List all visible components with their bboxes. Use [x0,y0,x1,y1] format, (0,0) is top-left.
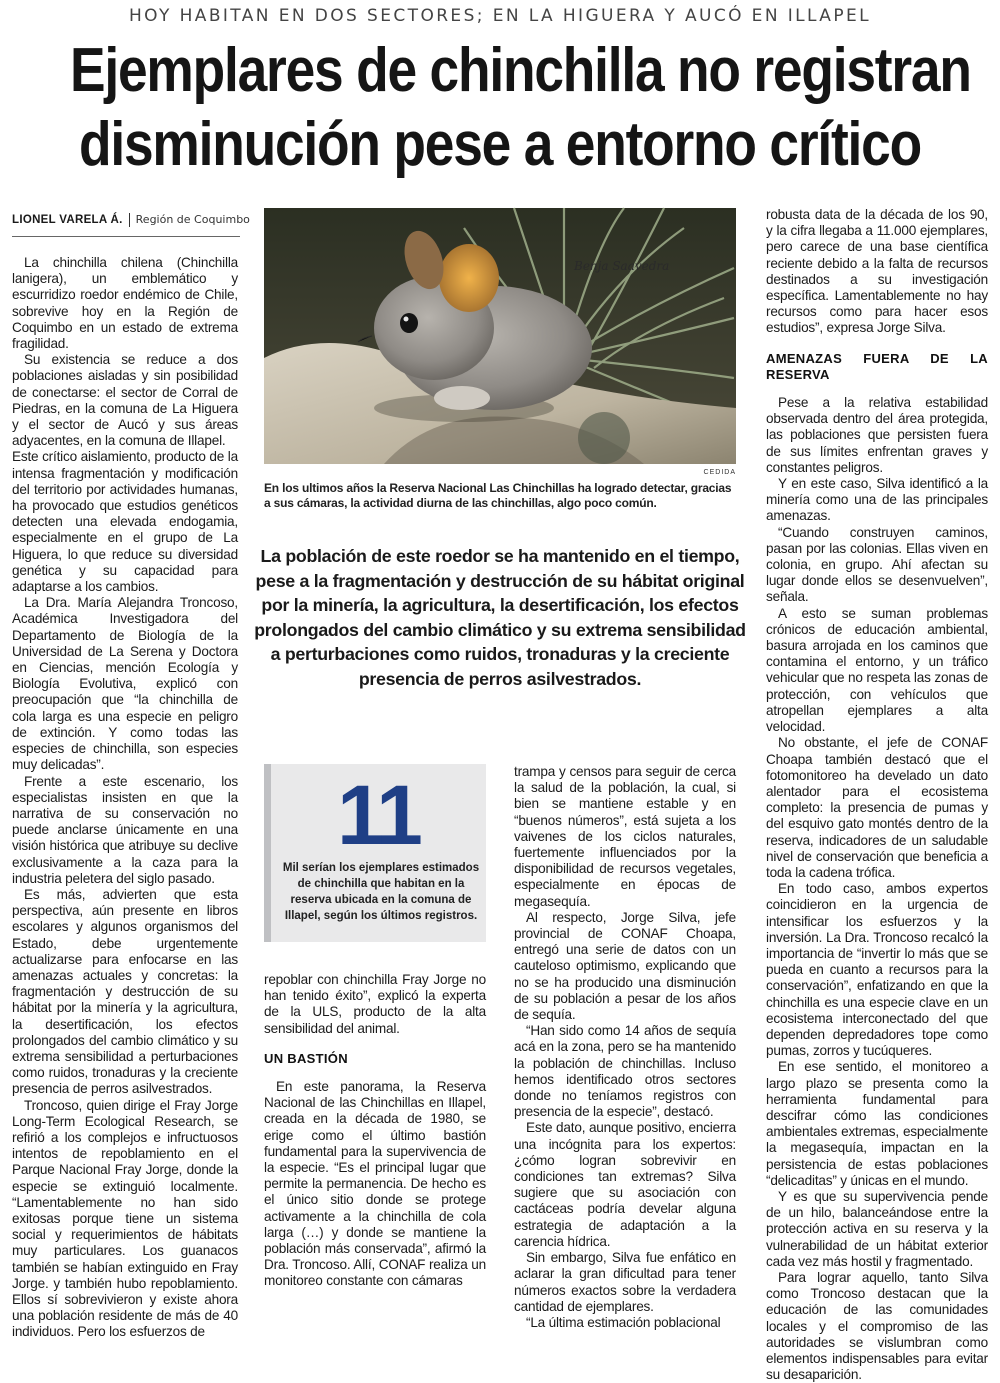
paragraph: Su existencia se reduce a dos poblaciones aisladas y sin posibilidad de conectarse: el sector de Corral de Piedras, en la comuna de La Higuera y el sector de Aucó y sus áreas adyacentes, en la comuna de Illapel. [12,352,238,449]
paragraph: En este panorama, la Reserva Nacional de las Chinchillas en Illapel, creada en la década de 1980, se erige como el último bastión fundamental para la supervivencia de la especie. “Es el principal lugar que permite la permanencia. De hecho es el único sitio donde se protege activamente a la chinchilla de cola larga (…) y donde se mantiene la población más conservada”, afirmó la Dra. Troncoso. Allí, CONAF realiza un monitoreo constante con cámaras [264,1079,486,1289]
paragraph: Al respecto, Jorge Silva, jefe provincial de CONAF Choapa, entregó una serie de datos con un cauteloso optimismo, explicando que no se ha producido una disminución de su población a pesar de los años de sequía. [514,909,736,1023]
headline-line-2: disminución pese a entorno crítico [79,110,921,179]
paragraph: Y es que su supervivencia pende de un hilo, balanceándose entre la protección activa en su reserva y la vulnerabilidad de un hábitat exterior cada vez más hostil y fragmentado. [766,1188,988,1269]
chinchilla-photo [264,208,736,464]
paragraph: Este dato, aunque positivo, encierra una incógnita para los expertos: ¿cómo logran sobrevivir en condiciones tan extremas? Silva sugiere que su asociación con cactáceas podría develar alguna estrategia de adaptación a la carencia hídrica. [514,1120,736,1249]
paragraph: trampa y censos para seguir de cerca la salud de la población, la cual, si bien se mantiene estable y en “buenos números”, está sujeta a los vaivenes de los ciclos naturales, fuertemente influenciados por la disponibilidad de recursos vegetales, especialmente en épocas de megasequía. [514,764,736,909]
paragraph: La Dra. María Alejandra Troncoso, Académica Investigadora del Departamento de Biología de la Universidad de La Serena y Doctora en Ciencias, mención Ecología y Biología Evolutiva, explicó con preocupación que “la chinchilla de cola larga es una especie en peligro de extinción. Y como todas las especies de chinchilla, son especies muy delicadas”. [12,595,238,773]
column-2 [264,972,486,1289]
paragraph: En todo caso, ambos expertos coincidieron en la urgencia de intensificar los esfuerzos y la inversión. La Dra. Troncoso recalcó la importancia de “invertir lo más que se pueda en cuanto a recursos para la conservación”, enfatizando en que la chinchilla es una especie clave en un ecosistema interconectado del que dependen depredadores tope como pumas, zorros y tucúqueres. [766,881,988,1059]
pull-quote: La población de este roedor se ha mantenido en el tiempo, pese a la fragmentación y destrucción de su hábitat original por la minería, la agricultura, la desertificación, los efectos prolongados del cambio climático y su extrema sensibilidad a perturbaciones como ruidos, tronaduras y la creciente presencia de perros asilvestrados. [254,546,746,689]
paragraph: En ese sentido, el monitoreo a largo plazo se presenta como la herramienta fundamental para descifrar cómo las condiciones ambientales extremas, especialmente la megasequía, impactan en la persistencia de estas poblaciones “delicaditas” y únicas en el mundo. [766,1059,988,1188]
paragraph: Es más, advierten que esta perspectiva, aún presente en libros escolares y algunos organismos del Estado, debe urgentemente actualizarse para enfocarse en las amenazas actuales y concretas: la fragmentación y destrucción de su hábitat por la minería y la agricultura, la desertificación, los efectos prolongados del cambio climático y su extrema sensibilidad a perturbaciones como ruidos, tronaduras y la creciente presencia de perros asilvestrados. [12,886,238,1097]
paragraph: Y en este caso, Silva identificó a la minería como una de las principales amenazas. [766,476,988,524]
photo-credit: CEDIDA [703,469,736,476]
paragraph: “Han sido como 14 años de sequía acá en la zona, pero se ha mantenido la población de chinchillas. Incluso hemos identificado otros sectores donde no teníamos registros con presencia de la especie”, destacó. [514,1023,736,1120]
section-heading: UN BASTIÓN [264,1050,348,1066]
paragraph: “Cuando construyen caminos, pasan por las colonias. Ellas viven en colonia, en grupo. Ahí afectan su lugar donde ellos se desenvuelven”, señala. [766,524,988,605]
paragraph: Frente a este escenario, los especialistas insisten en que la narrativa de su conservación no puede anclarse únicamente en una visión histórica que atribuye su declive exclusivamente a la caza para la industria peletera del siglo pasado. [12,773,238,886]
chinchilla-illustration [264,208,736,464]
section-heading: AMENAZAS FUERA DE LA RESERVA [766,350,988,382]
paragraph: “La última estimación poblacional [526,1314,721,1330]
paragraph: robusta data de la década de los 90, y la cifra llegaba a 11.000 ejemplares, pero carece de una base científica reciente debido a la falta de recursos destinados a su investigación específica. Lamentablemente no hay recursos como para hacer esos estudios”, expresa Jorge Silva. [766,207,988,336]
author: LIONEL VARELA Á. [12,214,123,227]
paragraph: No obstante, el jefe de CONAF Choapa también destacó que el fotomonitoreo ha develado un dato alentador para el ecosistema completo: la presencia de pumas y del esquivo gato montés dentro de la reserva, indicadores de un saludable nivel de conservación que beneficia a toda la cadena trófica. [766,735,988,880]
stat-description: Mil serían los ejemplares estimados de chinchilla que habitan en la reserva ubicada en la comuna de Illapel, según los últimos registros. [282,862,480,922]
paragraph: La chinchilla chilena (Chinchilla lanigera), un emblemático y escurridizo roedor endémico de Chile, sobrevive hoy en la Región de Coquimbo en un estado de extrema fragilidad. [12,255,238,352]
paragraph: A esto se suman problemas crónicos de educación ambiental, basura arrojada en los caminos que contamina el entorno, y un tráfico vehicular que no respeta las zonas de protección, con vehículos que atropellan ejemplares a alta velocidad. [766,605,988,735]
paragraph: Sin embargo, Silva fue enfático en aclarar la gran dificultad para tener números exactos sobre la verdadera cantidad de ejemplares. [514,1250,736,1314]
kicker: HOY HABITAN EN DOS SECTORES; EN LA HIGUERA Y AUCÓ EN ILLAPEL [129,6,871,26]
byline [12,213,250,227]
stat-box [264,764,486,942]
headline-line-1: Ejemplares de chinchilla no registran [70,36,971,105]
paragraph: Pese a la relativa estabilidad observada dentro del área protegida, las poblaciones que persisten fuera de sus límites enfrentan graves y constantes peligros. [766,395,988,475]
byline-rule [12,236,240,237]
paragraph: Este crítico aislamiento, producto de la intensa fragmentación y modificación del territorio por actividades humanas, ha provocado que estudios genéticos detecten una elevada endogamia, especialmente en el grupo de La Higuera, lo que reduce su diversidad genética y su capacidad para adaptarse a los cambios. [12,449,238,595]
headline [70,34,971,182]
photo-caption: En los ultimos años la Reserva Nacional Las Chinchillas ha logrado detectar, gracias a sus cámaras, la actividad diurna de las chinchillas, algo poco común. [264,481,732,510]
column-3 [514,764,736,1330]
byline-divider [129,213,130,227]
region: Región de Coquimbo [135,213,250,227]
paragraph: Para lograr aquello, tanto Silva como Troncoso destacan que la educación de las comunidades locales y el compromiso de las autoridades se vislumbran como elementos indispensables para evitar su desaparición. [766,1270,988,1383]
paragraph: Troncoso, quien dirige el Fray Jorge Long-Term Ecological Research, se refirió a los complejos e infructuosos intentos de repoblamiento en el Parque Nacional Fray Jorge, donde la especie se extinguió localmente. “Lamentablemente no han sido exitosas porque tiene un sistema social y requerimientos de hábitats muy particulares. Los guanacos también se habían extinguido en Fray Jorge. y también hubo repoblamiento. Ellos sí sobrevivieron y existe ahora una población residente de más de 40 individuos. Pero los esfuerzos de [12,1097,238,1340]
stat-number: 11 [337,768,420,862]
photo-watermark: Benja Saavedra [574,259,670,273]
column-1 [12,255,238,1340]
paragraph: repoblar con chinchilla Fray Jorge no han tenido éxito”, explicó la experta de la ULS, producto de la alta sensibilidad del animal. [264,972,486,1036]
column-4 [766,207,988,1383]
